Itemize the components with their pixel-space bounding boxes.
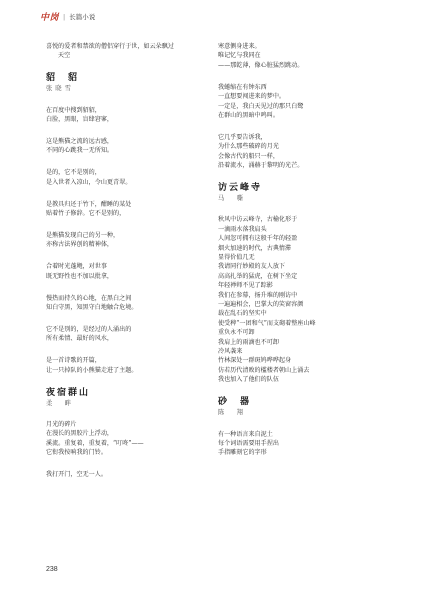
poem-line: ——那乾薄，像心脏猛烈跳动。 <box>218 61 304 69</box>
poem-author: 陈 翔 <box>218 409 246 417</box>
poem-line: 冷风袭来 <box>218 348 243 356</box>
poem-stanza <box>46 168 211 187</box>
poem-line: 人间忽可拥有这般千年的轻盈 <box>218 235 298 243</box>
poem-title: 访云峰寺 <box>218 182 263 193</box>
poem-stanza <box>218 215 393 384</box>
poem-line: 亦称古法界创的精神体， <box>46 241 114 249</box>
poem-line: 竹林深处一群斑鸠哗哗起身 <box>218 357 292 365</box>
poem-line: 知白守黑，知黑守白地触合危境。 <box>46 304 138 311</box>
poem-line: 贴着竹子修辞。它不是别的， <box>46 210 126 218</box>
poem-line: 手指雕刻它的字形 <box>218 449 267 457</box>
poem-line: 高高扎举的猛虎，在树下坐定 <box>218 272 298 280</box>
poem-line: 在漫长的黑胶片上浮动， <box>46 430 114 438</box>
poem-stanza <box>46 325 211 344</box>
poem-line: 我请同行妙殿的友人放下 <box>218 263 286 271</box>
poem-line: 它几乎要告诉我， <box>218 133 267 141</box>
poem-line: 我也加入了他们的队伍 <box>218 376 279 384</box>
poem-line: 让一只掉队的小熊猫走进了主题。 <box>46 366 138 374</box>
poem-line: 在百度中搜到貂貂， <box>46 106 101 114</box>
poem-stanza <box>46 262 211 281</box>
poem-line: 是入世者入凉山，令山更青翠。 <box>46 178 132 186</box>
poem-line: 载在乱石的坚实中 <box>218 310 267 318</box>
poem-stanza <box>218 42 393 70</box>
poem-line: 所有柔情、最好的风水， <box>46 335 114 343</box>
poem-line: 秋风中访云峰寺，古榆化形于 <box>218 216 298 224</box>
poem-line: 有一种语言来自泥土 <box>218 430 273 438</box>
poem-line: 天空 <box>58 52 71 60</box>
poem-line: 喜悦的爱者和禁欲的僧侣穿行于世，如云朵飘过 <box>46 43 174 50</box>
poem-stanza <box>46 356 211 375</box>
page-number: 238 <box>46 566 58 573</box>
poem-line: 这是熊猫之流的远古感， <box>46 138 114 146</box>
poem-line: 仿若历代清败的槛楼者朝山上涌去 <box>218 366 310 374</box>
poem-line: 一滴雨水落我肩头 <box>218 225 267 233</box>
poem-line: 一遍遍相会，巴掌大的笑窗容颜 <box>218 301 304 309</box>
poem-line: 在群山的黑暗中鸣叫。 <box>218 111 279 119</box>
poem-stanza <box>46 137 211 156</box>
left-column <box>46 42 211 492</box>
poem-line: 既无野性也不加以批拿， <box>46 272 114 280</box>
poem-line: 烟火加速的时代，古典惰滞 <box>218 244 292 252</box>
poem-line: 显得价值几无 <box>218 254 255 261</box>
section-label: 长篇小说 <box>69 13 96 21</box>
magazine-logo: 中岗 <box>40 13 60 23</box>
page-header <box>40 10 95 23</box>
poem-title: 貂 貂 <box>46 73 80 84</box>
poem-line: 月光的碎片 <box>46 420 77 428</box>
poem-line: 唯记忆与我同在 <box>218 52 261 60</box>
poem-line: 重负永不可卸 <box>218 329 255 337</box>
poem-line: 每个词语需要用手捏出 <box>218 440 279 447</box>
poem-line: 沿着流水，涌赫于黎明的光芒。 <box>218 162 304 170</box>
poem-stanza <box>46 106 211 125</box>
poem-line: 白脸，黑眼，盲肆窘寥， <box>46 116 114 124</box>
poem-line: 我肩上的雨滴也不可卸 <box>218 338 279 346</box>
poem-line: 我蜷缩在有钟东西 <box>218 83 267 91</box>
poem-stanza <box>46 42 211 61</box>
poem-title: 砂 器 <box>218 397 252 408</box>
poem-stanza <box>46 420 211 458</box>
poem-line: 慢热而持久的心地，在黑白之间 <box>46 294 132 302</box>
poem-author: 张晓雪 <box>46 85 74 93</box>
poem-line: 一定是，我白天见过的那只白鹭 <box>218 102 304 110</box>
poem-stanza <box>46 470 211 479</box>
poem-line: 会像古代的船只一样， <box>218 152 279 160</box>
poem-line: 它衔我按响我的门铃。 <box>46 449 107 457</box>
poem-line: 不同的心跳我一无所知。 <box>46 147 114 155</box>
poem-line: 年轻禅师不见了踪影 <box>218 282 273 290</box>
poem-stanza <box>218 83 393 121</box>
poem-line: 一直想要闯进来的梦中。 <box>218 93 286 101</box>
poem-line: 是熊猫发现自己的另一种， <box>46 231 120 239</box>
poem-stanza <box>46 231 211 250</box>
poem-stanza <box>218 430 393 458</box>
poem-stanza <box>218 133 393 171</box>
poem-stanza <box>46 294 211 313</box>
poem-line: 是教具归还于竹下，酣睡的某处 <box>46 200 132 208</box>
poem-line: 寒意侧身进来。 <box>218 43 261 50</box>
poem-stanza <box>46 200 211 219</box>
right-column <box>218 42 393 470</box>
poem-line: 是一首诗歌的开篇， <box>46 357 101 365</box>
poem-line: 溪流。重复着，重复着，“叮咚”—— <box>46 439 144 447</box>
poem-line: 我们在参幕，扬升堆的刚访中 <box>218 291 298 299</box>
header-separator: | <box>63 12 66 21</box>
poem-line: 它不是别的，是经过的人涌出的 <box>46 325 132 333</box>
poem-line: 我打开门，空无一人。 <box>46 471 107 479</box>
poem-line: 合着时光蓬飏，对世事 <box>46 263 107 271</box>
poem-title: 夜宿群山 <box>46 387 91 398</box>
poem-line: 是的，它不是别的， <box>46 169 101 177</box>
poem-line: 为什么那些破碎的月光 <box>218 143 279 151</box>
poem-author: 马 嘶 <box>218 194 246 202</box>
poem-author: 柔 畔 <box>46 399 74 407</box>
poem-line: 使受稗“一团和气”而支砌着整座山峰 <box>218 319 316 327</box>
